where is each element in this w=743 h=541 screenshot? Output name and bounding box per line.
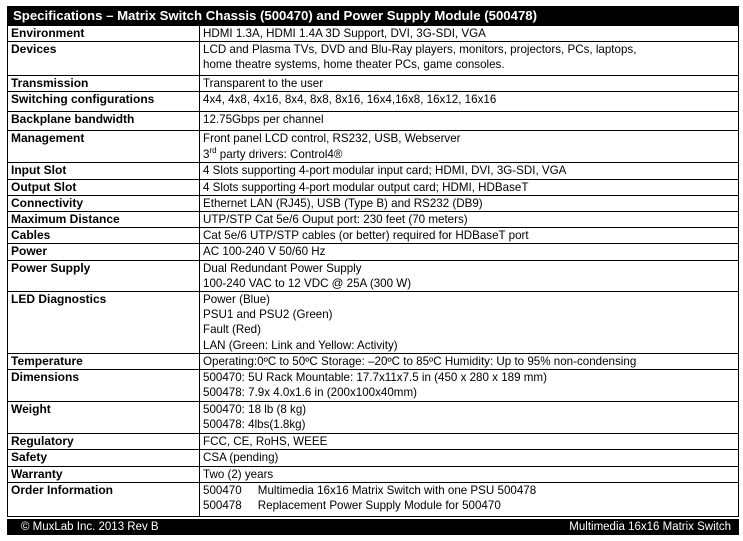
row-value-management — [200, 131, 739, 163]
value-line: LCD and Plasma TVs, DVD and Blu-Ray players, monitors, projectors, PCs, laptops, — [203, 43, 637, 57]
table-row — [8, 434, 739, 450]
row-label-transmission: Transmission — [8, 76, 200, 92]
third-party-number: 3 — [203, 147, 210, 161]
row-label-warranty: Warranty — [8, 466, 200, 482]
footer-copyright: © MuxLab Inc. 2013 Rev B — [21, 521, 159, 533]
row-value-connectivity — [200, 195, 739, 211]
row-value-switching-configurations — [200, 92, 739, 112]
value-line: Dual Redundant Power Supply — [203, 261, 362, 275]
value-line: UTP/STP Cat 5e/6 Ouput port: 230 feet (70 meters) — [203, 213, 468, 227]
table-row — [8, 163, 739, 179]
row-value-warranty — [200, 466, 739, 482]
specifications-table — [7, 25, 739, 517]
row-value-cables — [200, 228, 739, 244]
table-row — [8, 92, 739, 112]
value-line: home theatre systems, home theater PCs, game consoles. — [203, 58, 505, 72]
footer-product-name: Multimedia 16x16 Matrix Switch — [569, 521, 731, 533]
row-value-led-diagnostics — [200, 292, 739, 354]
value-line: HDMI 1.3A, HDMI 1.4A 3D Support, DVI, 3G-SDI, VGA — [203, 27, 486, 40]
row-value-regulatory — [200, 434, 739, 450]
spec-sheet-title: Specifications – Matrix Switch Chassis (500470) and Power Supply Module (500478) — [7, 6, 739, 25]
row-value-weight — [200, 402, 739, 434]
table-row — [8, 42, 739, 76]
row-label-input-slot: Input Slot — [8, 163, 200, 179]
row-value-backplane-bandwidth — [200, 112, 739, 131]
value-line: Power (Blue) — [203, 293, 271, 307]
table-row — [8, 402, 739, 434]
row-value-input-slot — [200, 163, 739, 179]
value-line: Cat 5e/6 UTP/STP cables (or better) required for HDBaseT port — [203, 229, 529, 243]
table-row — [8, 195, 739, 211]
row-label-regulatory: Regulatory — [8, 434, 200, 450]
row-value-temperature — [200, 354, 739, 370]
value-line: 12.75Gbps per channel — [203, 113, 324, 127]
value-line: Transparent to the user — [203, 77, 324, 91]
row-value-transmission — [200, 76, 739, 92]
row-label-connectivity: Connectivity — [8, 195, 200, 211]
row-value-power — [200, 244, 739, 260]
value-line: 500478 Replacement Power Supply Module for 500470 — [203, 499, 501, 513]
row-label-dimensions: Dimensions — [8, 370, 200, 402]
table-row — [8, 26, 739, 42]
table-row — [8, 212, 739, 228]
value-line: 4 Slots supporting 4-port modular output card; HDMI, HDBaseT — [203, 180, 529, 194]
table-row — [8, 354, 739, 370]
row-value-environment — [200, 26, 739, 42]
value-line: 4x4, 4x8, 4x16, 8x4, 8x8, 8x16, 16x4,16x8, 16x12, 16x16 — [203, 93, 497, 107]
row-label-safety: Safety — [8, 450, 200, 466]
table-row — [8, 370, 739, 402]
table-row — [8, 482, 739, 516]
row-label-environment: Environment — [8, 26, 200, 42]
table-row — [8, 450, 739, 466]
value-line: Operating:0ºC to 50ºC Storage: –20ºC to 85ºC Humidity: Up to 95% non-condensing — [203, 355, 637, 369]
value-line: 100-240 VAC to 12 VDC @ 25A (300 W) — [203, 276, 412, 290]
table-row — [8, 112, 739, 131]
value-line: Fault (Red) — [203, 323, 261, 337]
third-party-text: party drivers: Control4® — [216, 147, 343, 161]
value-line: Ethernet LAN (RJ45), USB (Type B) and RS232 (DB9) — [203, 196, 483, 210]
value-line: Two (2) years — [203, 467, 274, 481]
row-value-power-supply — [200, 260, 739, 291]
value-line: Front panel LCD control, RS232, USB, Webserver — [203, 132, 461, 146]
row-label-maximum-distance: Maximum Distance — [8, 212, 200, 228]
row-label-order-information: Order Information — [8, 482, 200, 516]
table-row — [8, 131, 739, 163]
row-value-dimensions — [200, 370, 739, 402]
row-label-led-diagnostics: LED Diagnostics — [8, 292, 200, 354]
third-party-ordinal: rd — [209, 145, 217, 155]
value-line: 4 Slots supporting 4-port modular input card; HDMI, DVI, 3G-SDI, VGA — [203, 164, 567, 178]
table-row — [8, 244, 739, 260]
value-line: PSU1 and PSU2 (Green) — [203, 308, 333, 322]
row-value-devices — [200, 42, 739, 76]
value-line: LAN (Green: Link and Yellow: Activity) — [203, 338, 398, 352]
row-label-devices: Devices — [8, 42, 200, 76]
table-row — [8, 260, 739, 291]
row-label-weight: Weight — [8, 402, 200, 434]
value-line: CSA (pending) — [203, 451, 279, 465]
row-value-maximum-distance — [200, 212, 739, 228]
row-label-management: Management — [8, 131, 200, 163]
value-line: AC 100-240 V 50/60 Hz — [203, 245, 326, 259]
value-line: FCC, CE, RoHS, WEEE — [203, 435, 328, 449]
row-value-safety — [200, 450, 739, 466]
row-label-backplane-bandwidth: Backplane bandwidth — [8, 112, 200, 131]
value-line: 500470: 18 lb (8 kg) — [203, 403, 307, 417]
value-line: 500470: 5U Rack Mountable: 17.7x11x7.5 in (450 x 280 x 189 mm) — [203, 371, 547, 385]
row-label-switching-configurations: Switching configurations — [8, 92, 200, 112]
row-label-power-supply: Power Supply — [8, 260, 200, 291]
table-row — [8, 466, 739, 482]
row-value-order-information — [200, 482, 739, 516]
value-line: 500470 Multimedia 16x16 Matrix Switch with one PSU 500478 — [203, 483, 537, 497]
value-line: 500478: 4lbs(1.8kg) — [203, 418, 306, 432]
table-row — [8, 292, 739, 354]
value-line: 500478: 7.9x 4.0x1.6 in (200x100x40mm) — [203, 386, 417, 400]
table-row — [8, 179, 739, 195]
table-row — [8, 228, 739, 244]
value-line-third-party — [203, 147, 736, 162]
table-row — [8, 76, 739, 92]
row-value-output-slot — [200, 179, 739, 195]
row-label-cables: Cables — [8, 228, 200, 244]
footer-bar — [7, 519, 739, 535]
row-label-temperature: Temperature — [8, 354, 200, 370]
row-label-output-slot: Output Slot — [8, 179, 200, 195]
row-label-power: Power — [8, 244, 200, 260]
